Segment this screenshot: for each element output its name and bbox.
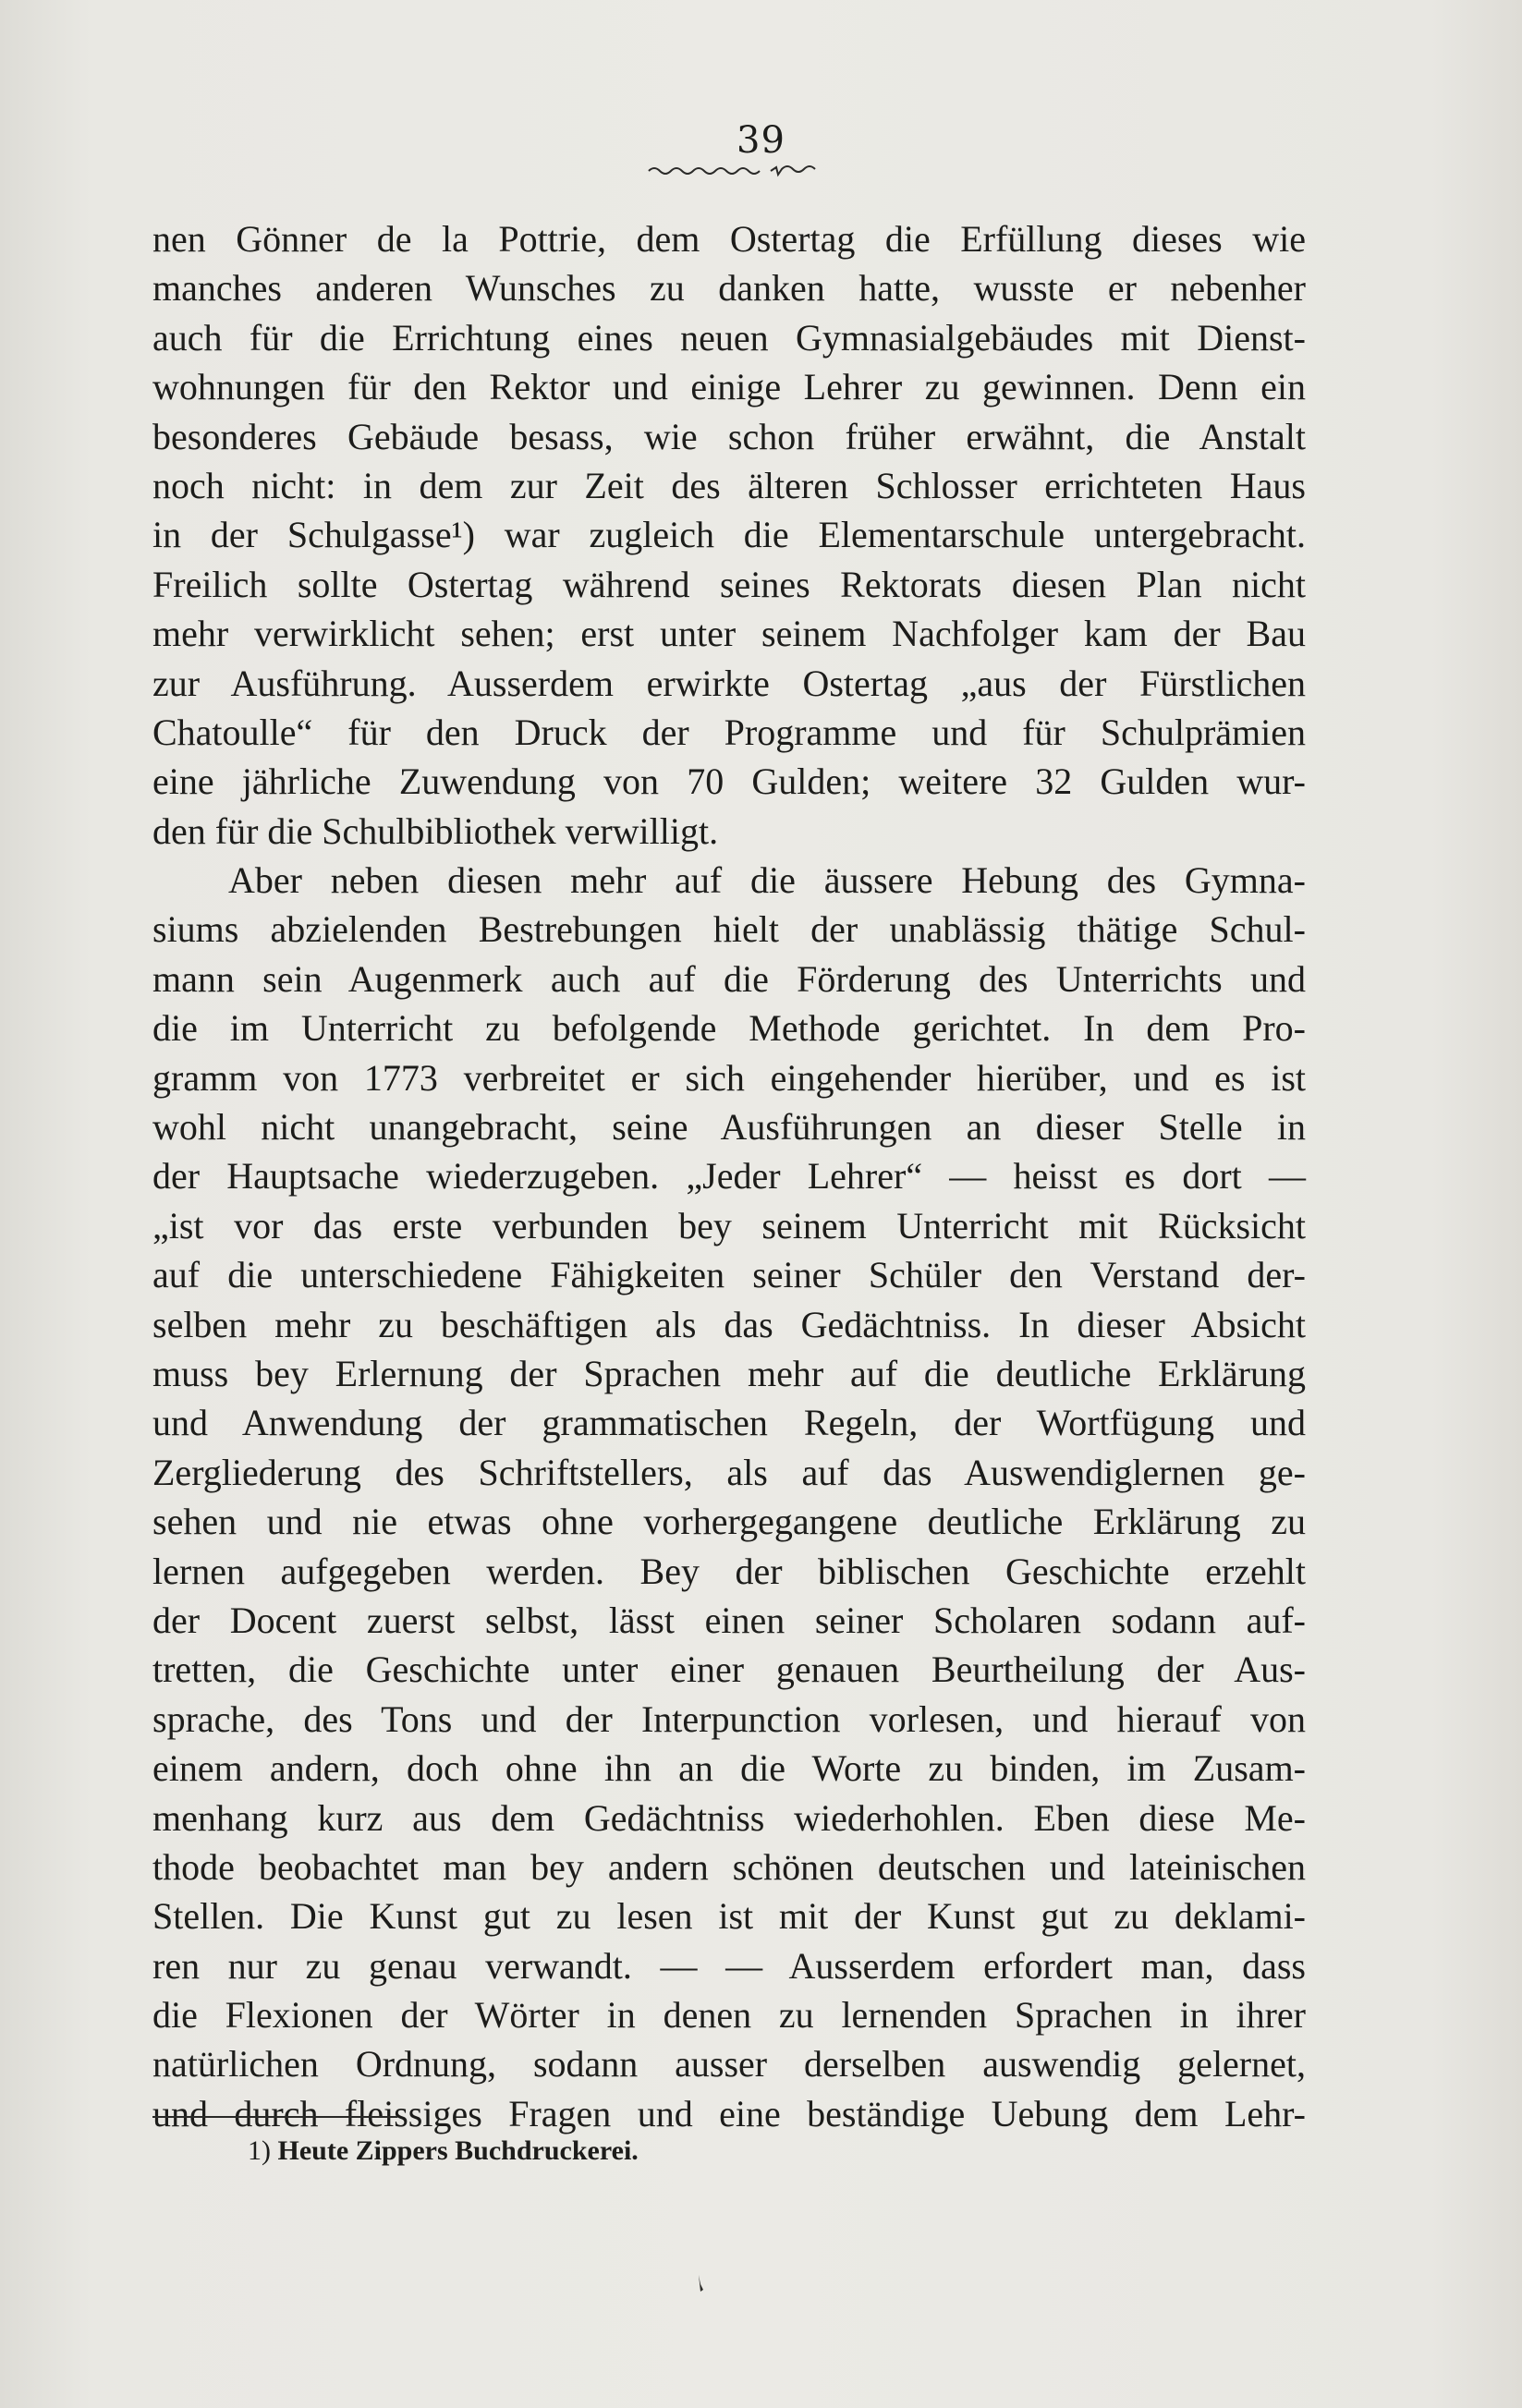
text-line: natürlichen Ordnung, sodann ausser derselben auswendig gelernet, — [152, 2043, 1306, 2086]
text-line: noch nicht: in dem zur Zeit des älteren Schlosser errichteten Haus — [152, 464, 1306, 506]
body-text — [152, 214, 1306, 2138]
text-line: thode beobachtet man bey andern schönen deutschen und lateinischen — [152, 1845, 1306, 1888]
text-line: menhang kurz aus dem Gedächtniss wiederhohlen. Eben diese Me- — [152, 1796, 1306, 1839]
text-line: einem andern, doch ohne ihn an die Worte zu binden, im Zusam- — [152, 1747, 1306, 1790]
text-line: der Docent zuerst selbst, lässt einen seiner Scholaren sodann auf- — [152, 1599, 1306, 1641]
text-line: Freilich sollte Ostertag während seines Rektorats diesen Plan nicht — [152, 563, 1306, 605]
text-line: selben mehr zu beschäftigen als das Gedächtniss. In dieser Absicht — [152, 1303, 1306, 1345]
footnote-marker: 1) — [248, 2135, 271, 2166]
text-line: Zergliederung des Schriftstellers, als auf das Auswendiglernen ge- — [152, 1451, 1306, 1493]
text-line: besonderes Gebäude besass, wie schon früher erwähnt, die Anstalt — [152, 415, 1306, 457]
text-line: sprache, des Tons und der Interpunction vorlesen, und hierauf von — [152, 1697, 1306, 1740]
text-line: eine jährliche Zuwendung von 70 Gulden; weitere 32 Gulden wur- — [152, 760, 1306, 803]
ink-mark-icon — [695, 2273, 706, 2293]
text-line: die im Unterricht zu befolgende Methode gerichtet. In dem Pro- — [152, 1007, 1306, 1050]
footnote-divider — [152, 2116, 397, 2118]
text-line: Stellen. Die Kunst gut zu lesen ist mit der Kunst gut zu deklami- — [152, 1895, 1306, 1938]
text-line: ren nur zu genau verwandt. — — Ausserdem erfordert man, dass — [152, 1944, 1306, 1987]
text-line: wohnungen für den Rektor und einige Lehrer zu gewinnen. Denn ein — [152, 366, 1306, 408]
text-line: tretten, die Geschichte unter einer genauen Beurtheilung der Aus- — [152, 1648, 1306, 1691]
text-line: der Hauptsache wiederzugeben. „Jeder Lehrer“ — heisst es dort — — [152, 1155, 1306, 1198]
text-line: mann sein Augenmerk auch auf die Förderung des Unterrichts und — [152, 957, 1306, 1000]
footnote — [248, 2133, 639, 2170]
page-number: 39 — [737, 119, 785, 162]
text-line: in der Schulgasse¹) war zugleich die Elementarschule untergebracht. — [152, 514, 1306, 556]
text-line: den für die Schulbibliothek verwilligt. — [152, 809, 719, 852]
text-line: auch für die Errichtung eines neuen Gymnasialgebäudes mit Dienst- — [152, 316, 1306, 359]
text-line: Aber neben diesen mehr auf die äussere Hebung des Gymna- — [228, 859, 1306, 902]
text-line: zur Ausführung. Ausserdem erwirkte Ostertag „aus der Fürstlichen — [152, 662, 1306, 704]
footnote-text: Heute Zippers Buchdruckerei. — [277, 2135, 639, 2166]
text-line: Chatoulle“ für den Druck der Programme und für Schulprämien — [152, 711, 1306, 753]
text-line: nen Gönner de la Pottrie, dem Ostertag die Erfüllung dieses wie — [152, 218, 1306, 260]
ornament-icon — [647, 163, 822, 179]
text-line: wohl nicht unangebracht, seine Ausführungen an dieser Stelle in — [152, 1106, 1306, 1149]
text-line: und durch fleissiges Fragen und eine beständige Uebung dem Lehr- — [152, 2092, 1306, 2134]
text-line: gramm von 1773 verbreitet er sich eingehender hierüber, und es ist — [152, 1056, 1306, 1099]
text-line: mehr verwirklicht sehen; erst unter seinem Nachfolger kam der Bau — [152, 613, 1306, 655]
text-line: muss bey Erlernung der Sprachen mehr auf die deutliche Erklärung — [152, 1352, 1306, 1394]
text-line: siums abzielenden Bestrebungen hielt der unablässig thätige Schul- — [152, 908, 1306, 951]
text-line: manches anderen Wunsches zu danken hatte, wusste er nebenher — [152, 267, 1306, 310]
text-line: „ist vor das erste verbunden bey seinem Unterricht mit Rücksicht — [152, 1204, 1306, 1247]
text-line: die Flexionen der Wörter in denen zu lernenden Sprachen in ihrer — [152, 1994, 1306, 2037]
text-line: und Anwendung der grammatischen Regeln, der Wortfügung und — [152, 1402, 1306, 1444]
text-line: sehen und nie etwas ohne vorhergegangene deutliche Erklärung zu — [152, 1501, 1306, 1543]
text-line: auf die unterschiedene Fähigkeiten seiner Schüler den Verstand der- — [152, 1254, 1306, 1296]
text-line: lernen aufgegeben werden. Bey der biblischen Geschichte erzehlt — [152, 1550, 1306, 1592]
